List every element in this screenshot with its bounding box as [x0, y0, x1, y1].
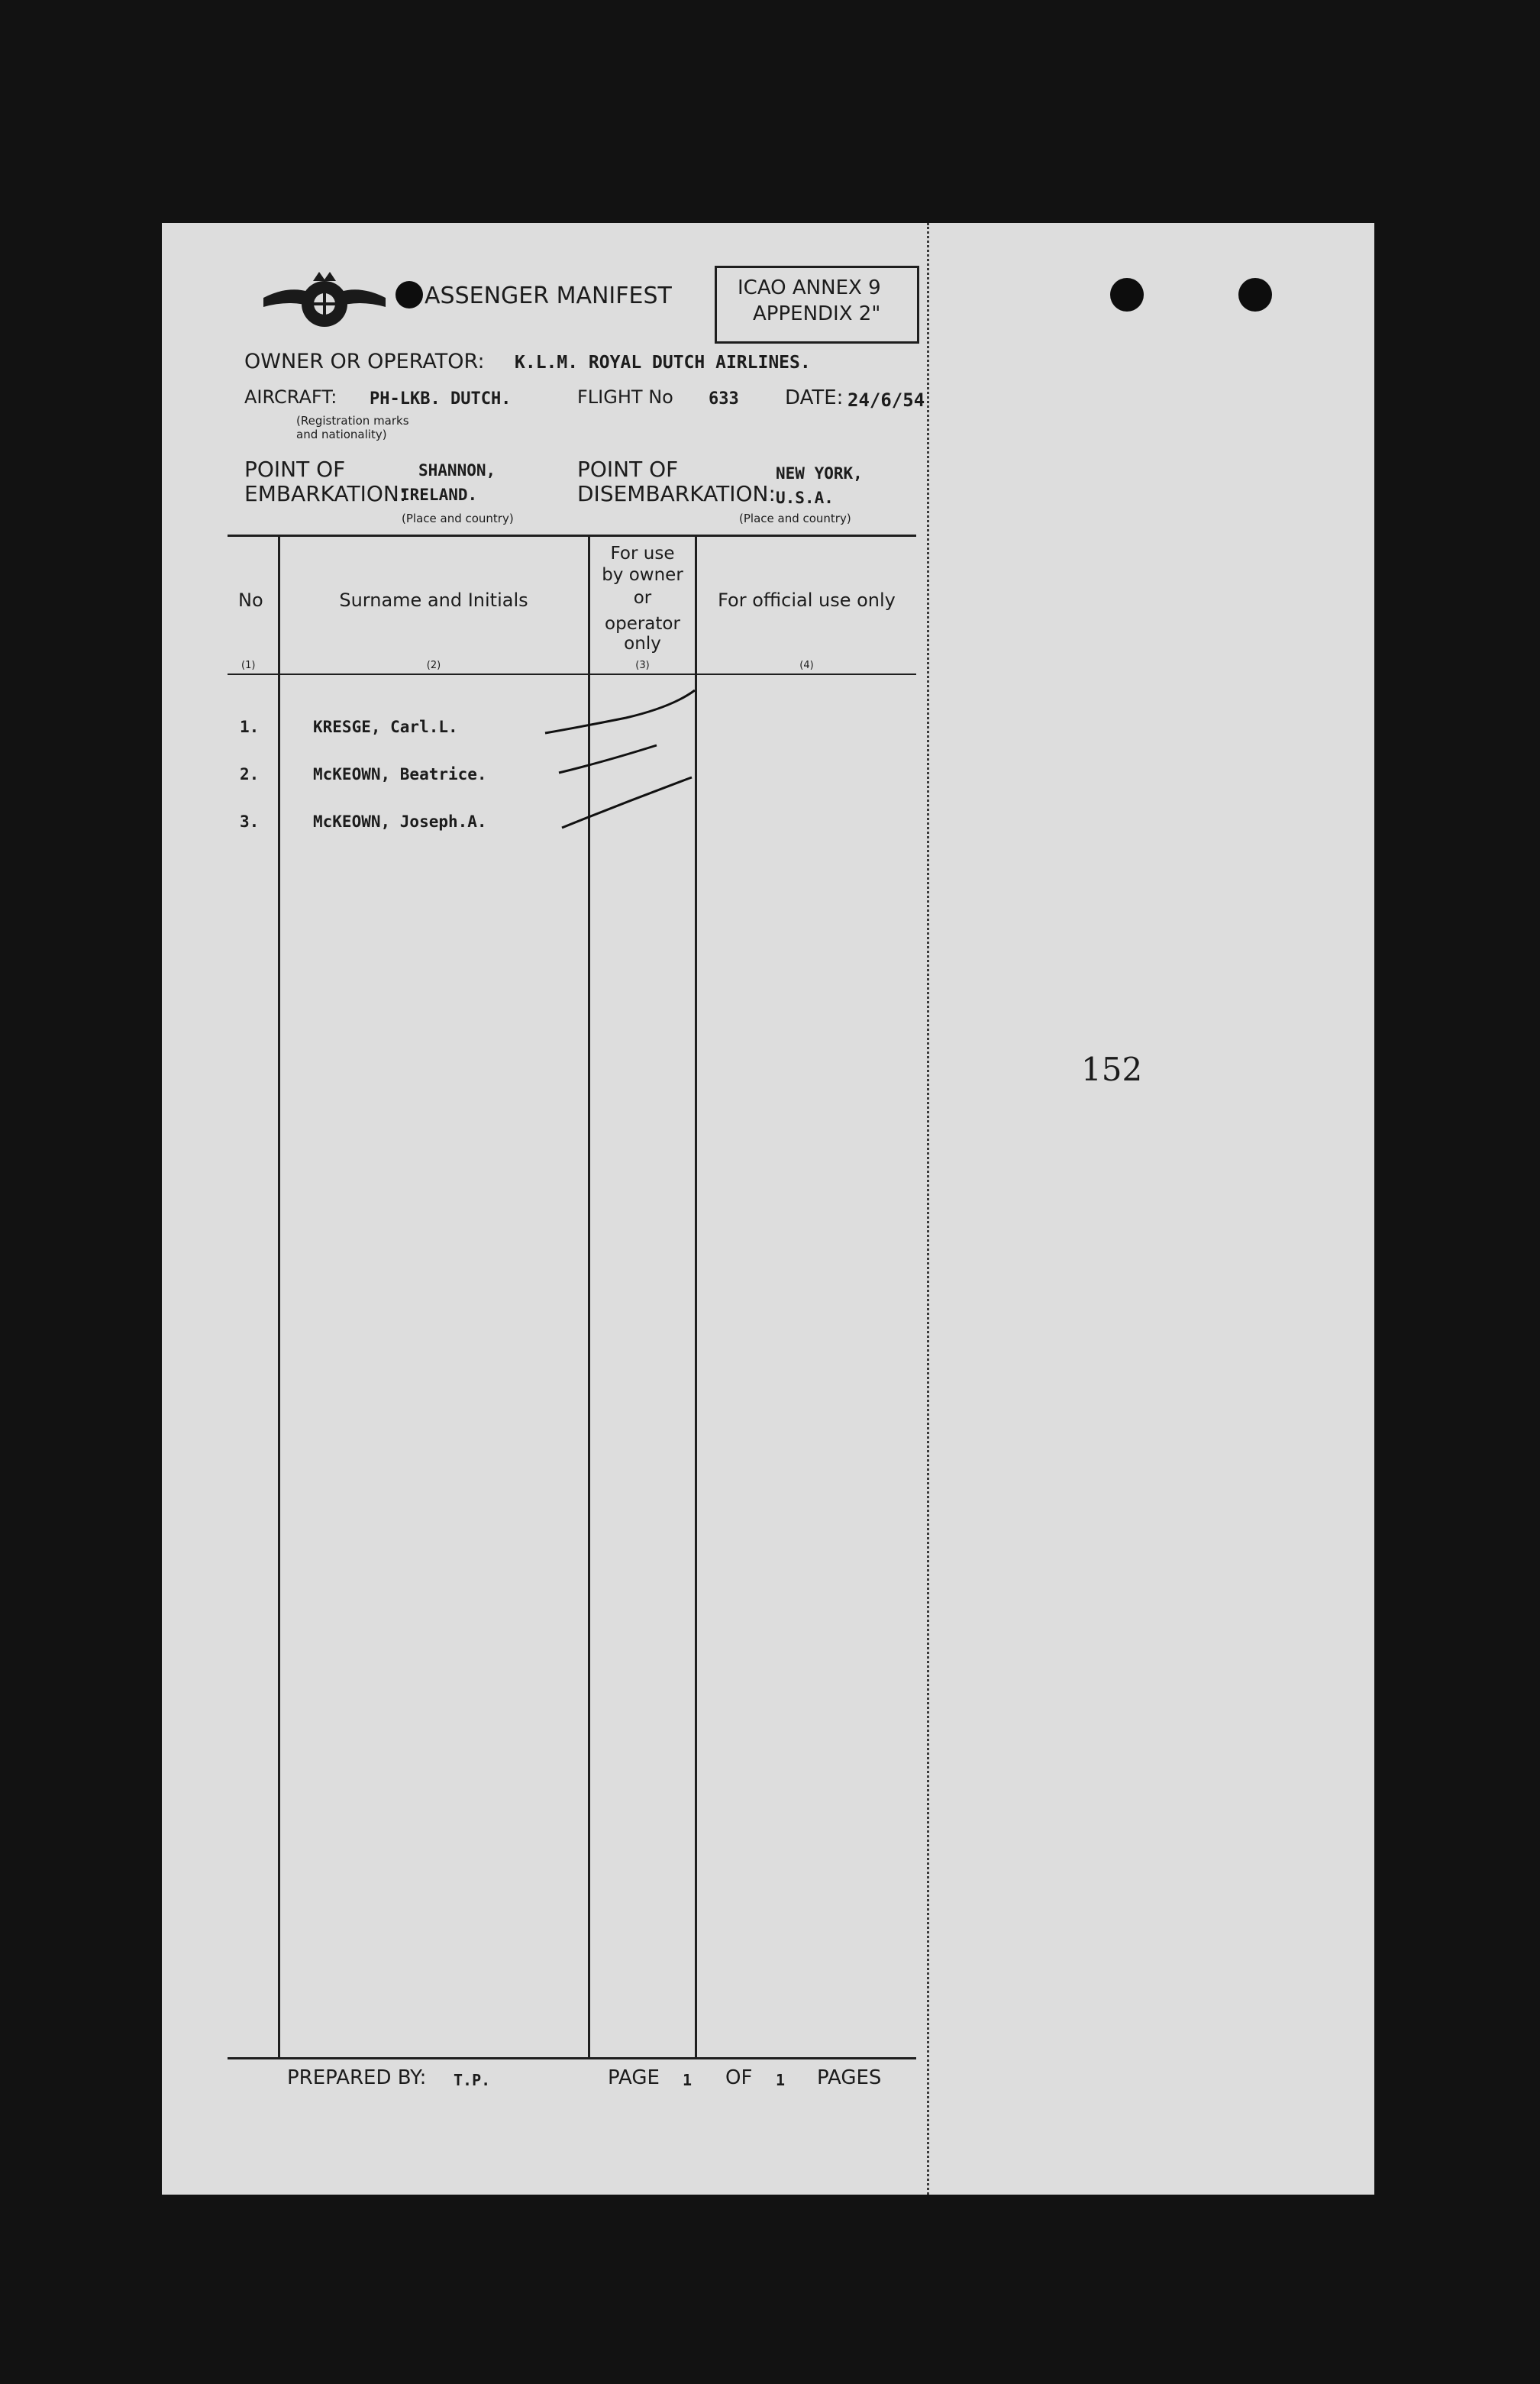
- column-number-3: (3): [635, 660, 650, 671]
- aircraft-label: AIRCRAFT:: [244, 386, 337, 408]
- pages-label: PAGES: [817, 2066, 882, 2089]
- aircraft-note-line1: (Registration marks: [296, 414, 409, 428]
- fold-line: [927, 223, 929, 2195]
- table-top-rule: [228, 535, 916, 537]
- column-number-2: (2): [426, 660, 441, 671]
- airline-crown-logo: [260, 267, 389, 336]
- passenger-3-number: 3.: [240, 812, 260, 831]
- date-value: 24/6/54: [847, 389, 925, 411]
- column-header-owner-line3: or: [633, 588, 652, 608]
- disembarkation-value-line2: U.S.A.: [776, 489, 834, 507]
- operator-value: K.L.M. ROYAL DUTCH AIRLINES.: [515, 353, 811, 373]
- passenger-3-name: McKEOWN, Joseph.A.: [313, 812, 487, 831]
- icao-appendix-label: APPENDIX 2": [753, 302, 881, 325]
- column-number-1: (1): [241, 660, 256, 671]
- embarkation-value-line2: IRELAND.: [400, 486, 478, 504]
- prepared-by-value: T.P.: [454, 2071, 491, 2089]
- date-label: DATE:: [785, 386, 844, 409]
- punch-hole-right: [1238, 278, 1272, 312]
- flight-value: 633: [709, 389, 739, 409]
- disembarkation-label-line2: DISEMBARKATION:: [577, 481, 776, 506]
- page-number: 1: [683, 2071, 693, 2089]
- embarkation-label-line2: EMBARKATION:: [244, 481, 407, 506]
- disembarkation-note: (Place and country): [739, 512, 851, 525]
- column-header-owner-line2: by owner: [602, 565, 683, 585]
- column-header-name: Surname and Initials: [339, 590, 528, 611]
- disembarkation-value-line1: NEW YORK,: [776, 464, 863, 483]
- passenger-2-name: McKEOWN, Beatrice.: [313, 765, 487, 783]
- table-bottom-rule: [228, 2057, 916, 2059]
- aircraft-note-line2: and nationality): [296, 428, 387, 441]
- column-number-4: (4): [799, 660, 814, 671]
- manifest-title: ASSENGER MANIFEST: [425, 283, 672, 309]
- embarkation-label-line1: POINT OF: [244, 457, 346, 482]
- icao-annex-label: ICAO ANNEX 9: [738, 276, 881, 299]
- column-header-owner-line5: only: [624, 634, 661, 654]
- column-header-owner-line4: operator: [605, 614, 680, 634]
- flight-label: FLIGHT No: [577, 386, 673, 408]
- page-label: PAGE: [608, 2066, 660, 2089]
- of-label: OF: [725, 2066, 753, 2089]
- table-header-rule: [228, 674, 916, 675]
- archive-stamp-number: 152: [1081, 1051, 1143, 1088]
- prepared-by-label: PREPARED BY:: [287, 2066, 427, 2089]
- punch-hole-left: [1110, 278, 1144, 312]
- passenger-1-name: KRESGE, Carl.L.: [313, 718, 458, 736]
- embarkation-value-line1: SHANNON,: [418, 461, 496, 480]
- handwritten-strokes: [534, 680, 710, 840]
- column-header-owner-line1: For use: [610, 544, 675, 564]
- embarkation-note: (Place and country): [402, 512, 514, 525]
- passenger-1-number: 1.: [240, 718, 260, 736]
- column-divider-1: [278, 535, 280, 2057]
- column-header-official: For official use only: [718, 590, 896, 611]
- passenger-2-number: 2.: [240, 765, 260, 783]
- column-header-no: No: [238, 590, 263, 611]
- title-initial-dot: [395, 281, 423, 308]
- operator-label: OWNER OR OPERATOR:: [244, 350, 485, 373]
- total-pages: 1: [776, 2071, 786, 2089]
- aircraft-value: PH-LKB. DUTCH.: [370, 389, 512, 409]
- disembarkation-label-line1: POINT OF: [577, 457, 679, 482]
